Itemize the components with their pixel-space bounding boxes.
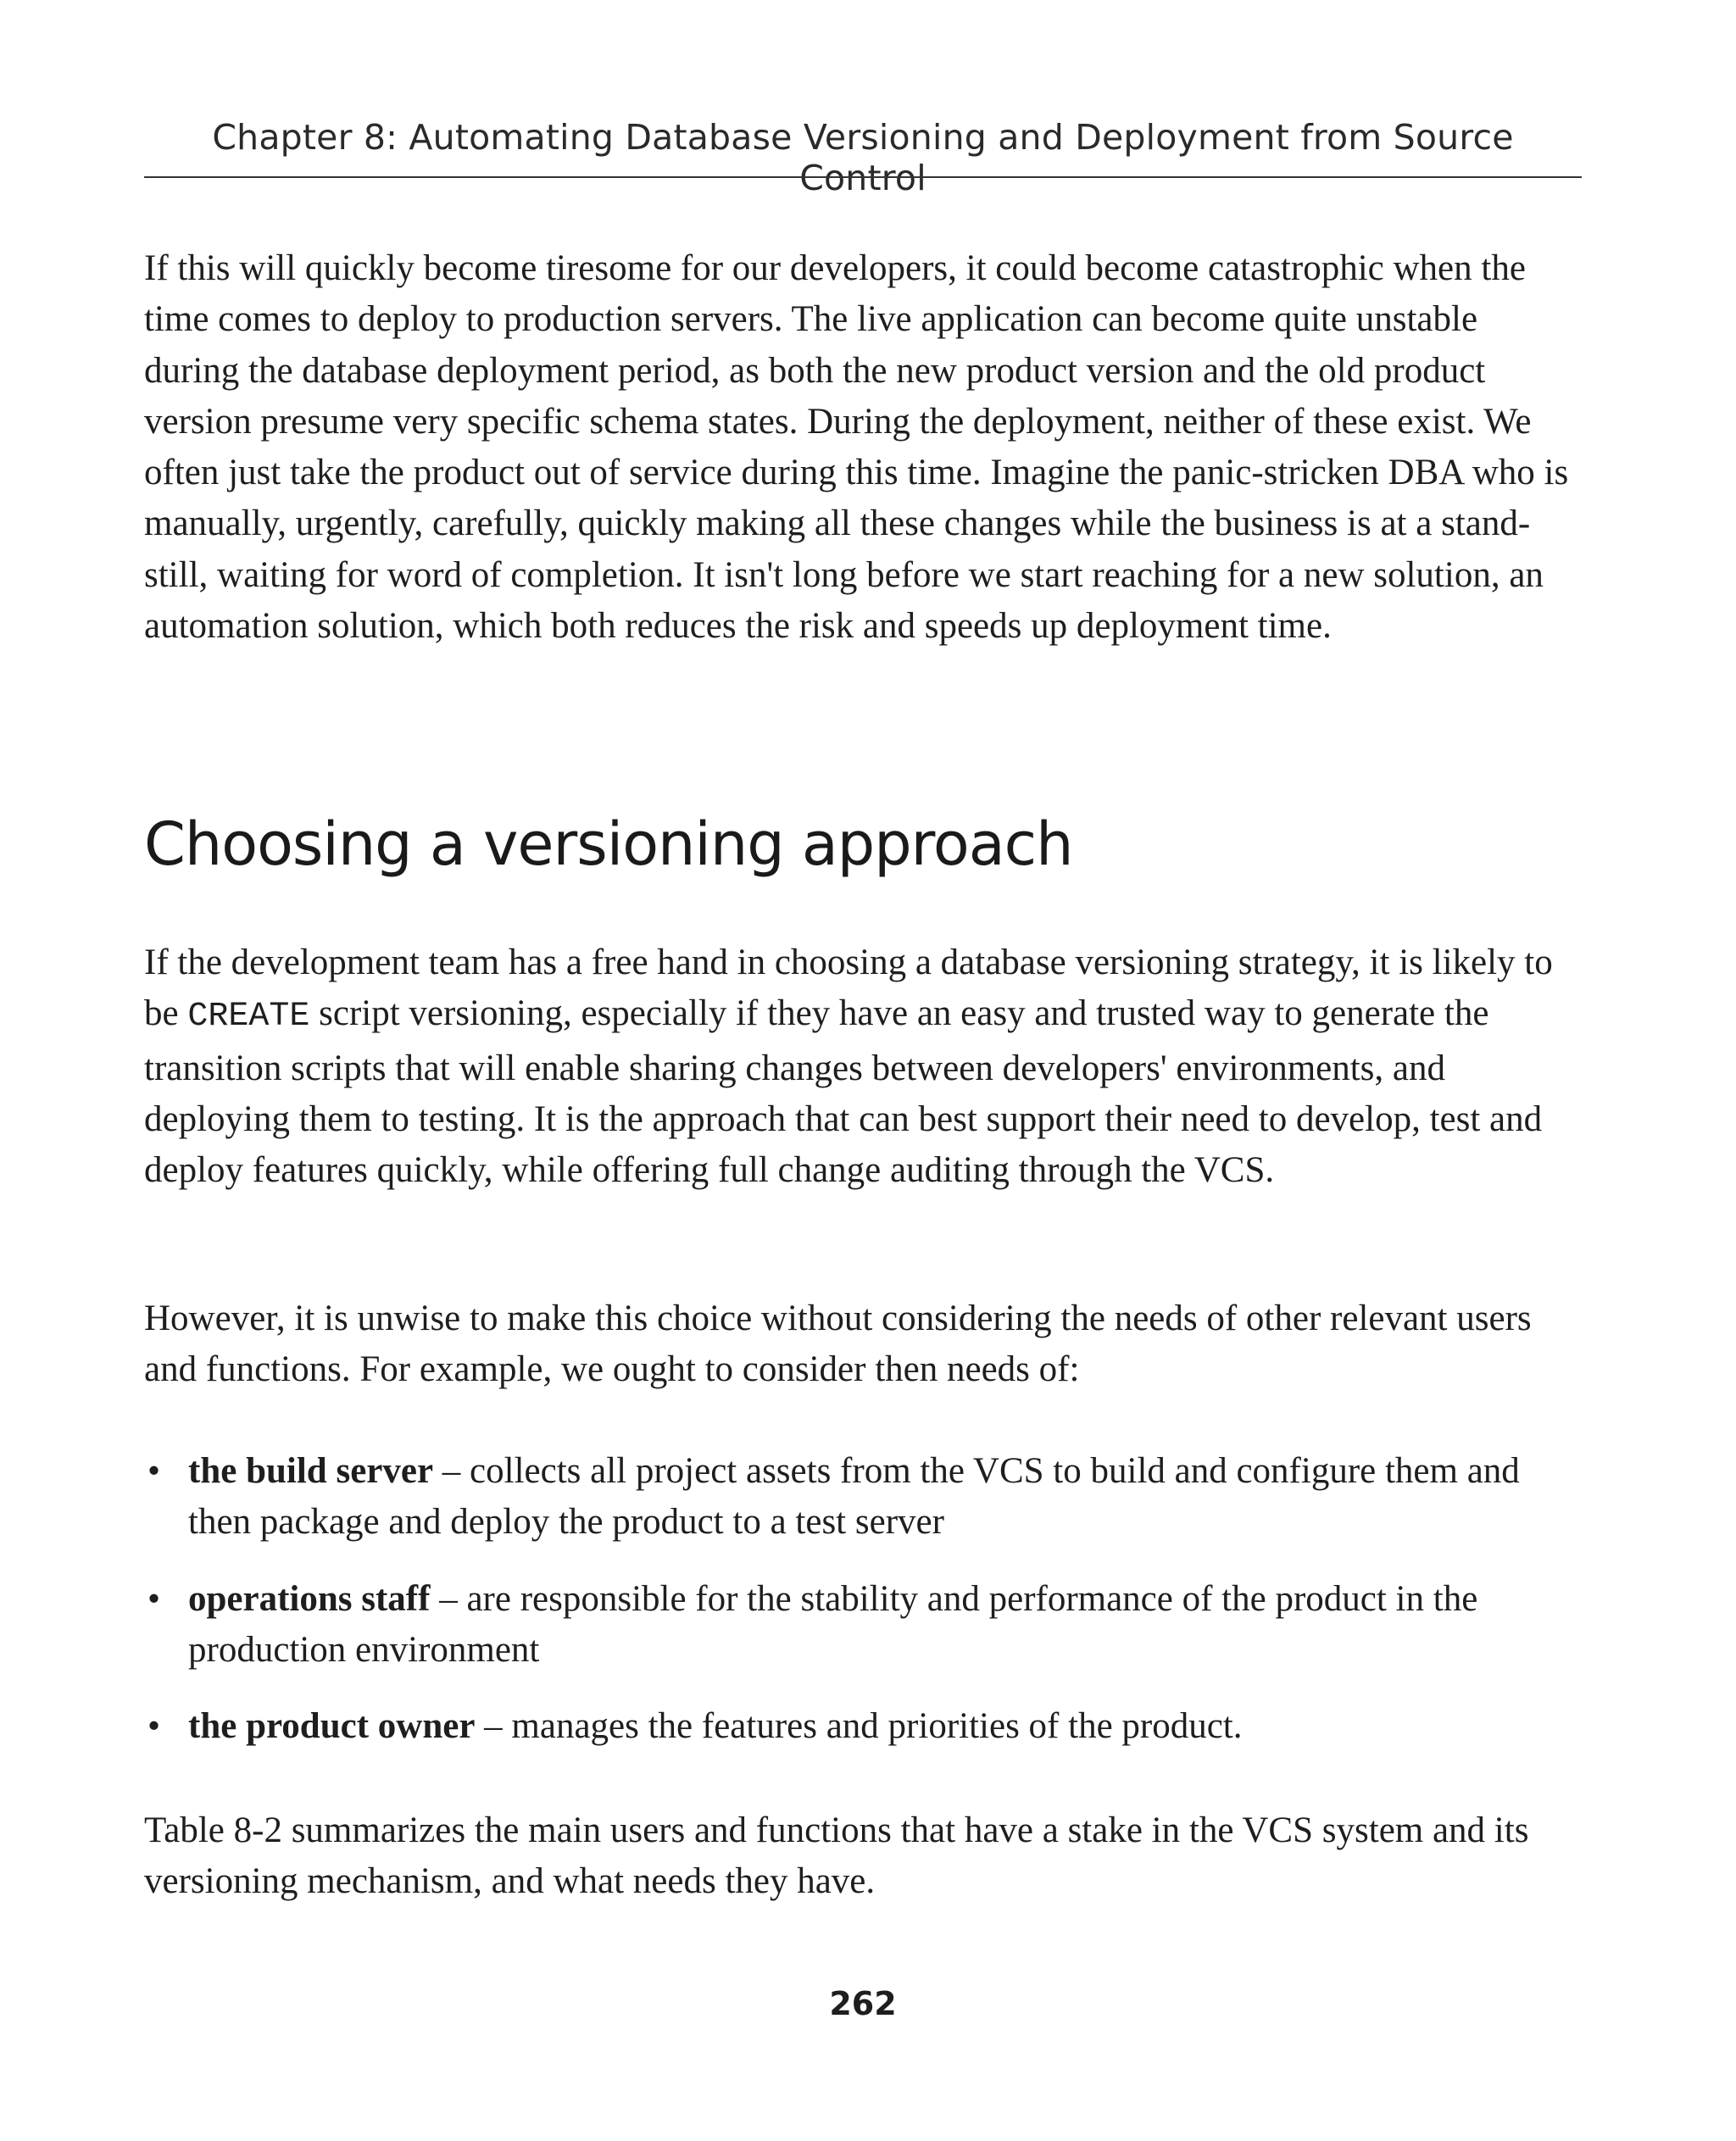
list-item-term: the build server (188, 1451, 434, 1491)
list-item-term: the product owner (188, 1706, 476, 1747)
page-number: 262 (829, 1985, 897, 2022)
list-item-text: – manages the features and priorities of the product. (475, 1706, 1243, 1747)
bullet-icon: • (147, 1706, 161, 1747)
section-heading: Choosing a versioning approach (144, 809, 1073, 879)
section-paragraph-1 (144, 937, 1582, 1196)
list-item-text: – are responsible for the stability and performance of the product in the production environment (188, 1578, 1478, 1670)
header-rule (144, 176, 1582, 178)
list-item (144, 1574, 1582, 1677)
inline-code: CREATE (187, 998, 310, 1037)
list-item (144, 1701, 1582, 1752)
list-item-text: – collects all project assets from the VCS to build and configure them and then package and deploy the product to a test server (188, 1451, 1520, 1543)
stakeholder-list (144, 1446, 1582, 1777)
intro-paragraph: If this will quickly become tiresome for our developers, it could become catastrophic when the time comes to deploy to production servers. The live application can become quite unstable during the database deployment period, as both the new product version and the old product version presume very specific schema states. During the deployment, neither of these exist. We often just take the product out of service during this time. Imagine the panic-stricken DBA who is manually, urgently, carefully, quickly making all these changes while the business is at a stand-still, waiting for word of completion. It isn't long before we start reaching for a new solution, an automation solution, which both reduces the risk and speeds up deployment time. (144, 248, 1569, 647)
bullet-icon: • (147, 1451, 161, 1491)
paragraph-text-end: script versioning, especially if they have an easy and trusted way to generate the transition scripts that will enable sharing changes between developers' environments, and deploying them to testing. It is the approach that can best support their need to develop, test and deploy features quickly, while offering full change auditing through the VCS. (144, 993, 1543, 1191)
list-item-term: operations staff (188, 1578, 431, 1619)
list-item (144, 1446, 1582, 1549)
paragraph-text-start: If the development team has a free hand in choosing a database versioning strategy, it is likely to be (144, 943, 1553, 1034)
section-paragraph-3: Table 8-2 summarizes the main users and functions that have a stake in the VCS system and its versioning mechanism, and what needs they have. (144, 1810, 1529, 1902)
running-header: Chapter 8: Automating Database Versioning and Deployment from Source Control (212, 117, 1514, 198)
book-page (144, 0, 1582, 2141)
bullet-icon: • (147, 1578, 161, 1619)
section-paragraph-2: However, it is unwise to make this choice without considering the needs of other relevant users and functions. For example, we ought to consider then needs of: (144, 1299, 1532, 1390)
